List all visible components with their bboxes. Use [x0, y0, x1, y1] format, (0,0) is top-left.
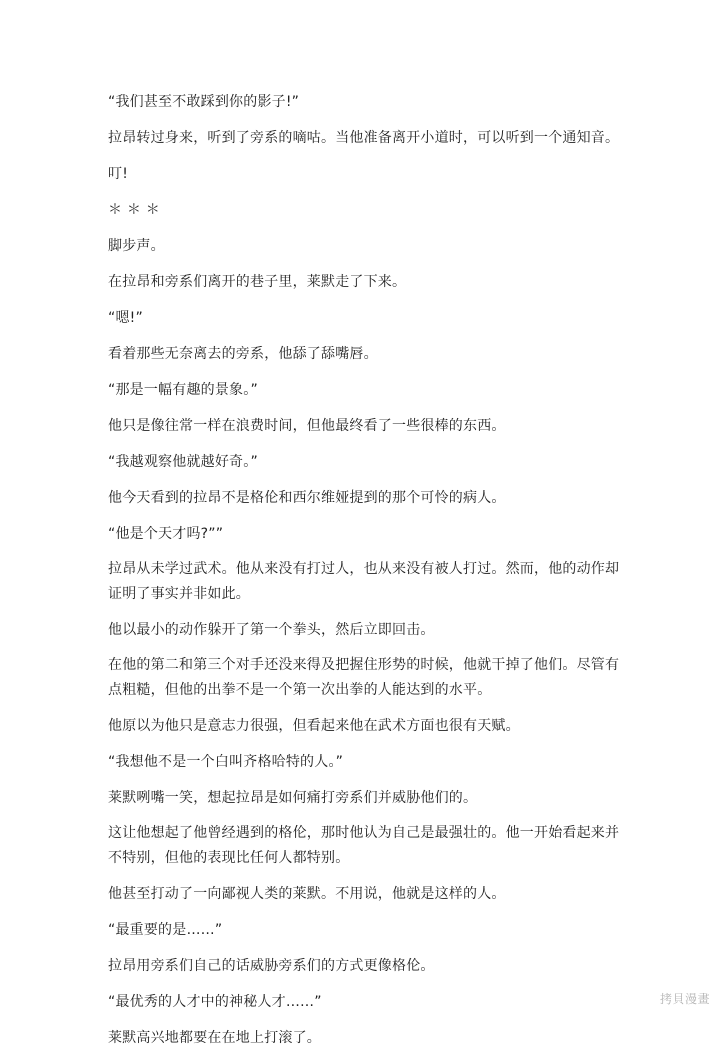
paragraph: 他只是像往常一样在浪费时间，但他最终看了一些很棒的东西。	[108, 418, 506, 434]
paragraph: 拉昂用旁系们自己的话威胁旁系们的方式更像格伦。	[108, 958, 435, 974]
watermark-logo: 拷貝漫畫	[659, 992, 710, 1006]
paragraph: “最优秀的人才中的神秘人才……”	[108, 994, 322, 1010]
section-break: ＊ ＊ ＊	[108, 202, 160, 218]
paragraph: 在他的第二和第三个对手还没来得及把握住形势的时候，他就干掉了他们。尽管有点粗糙，但他的出拳不是一个第一次出拳的人能达到的水平。	[108, 657, 620, 698]
paragraph: “我想他不是一个白叫齐格哈特的人。”	[108, 754, 344, 770]
paragraph: 莱默高兴地都要在在地上打滚了。	[108, 1030, 321, 1046]
paragraph: 拉昂从未学过武术。他从来没有打过人，也从来没有被人打过。然而，他的动作却证明了事实并非如此。	[108, 561, 620, 602]
paragraph: “他是个天才吗?””	[108, 526, 224, 542]
paragraph: 他今天看到的拉昂不是格伦和西尔维娅提到的那个可怜的病人。	[108, 490, 506, 506]
paragraph: 在拉昂和旁系们离开的巷子里，莱默走了下来。	[108, 274, 407, 290]
paragraph: “嗯!”	[108, 310, 143, 326]
paragraph: 看着那些无奈离去的旁系，他舔了舔嘴唇。	[108, 346, 378, 362]
paragraph: 莱默咧嘴一笑，想起拉昂是如何痛打旁系们并威胁他们的。	[108, 790, 478, 806]
paragraph: 他以最小的动作躲开了第一个拳头，然后立即回击。	[108, 622, 435, 638]
paragraph: “我们甚至不敢踩到你的影子!”	[108, 94, 300, 110]
paragraph: 他原以为他只是意志力很强，但看起来他在武术方面也很有天赋。	[108, 718, 520, 734]
paragraph: 他甚至打动了一向鄙视人类的莱默。不用说，他就是这样的人。	[108, 886, 506, 902]
document-body	[108, 89, 628, 1061]
paragraph: 这让他想起了他曾经遇到的格伦，那时他认为自己是最强壮的。他一开始看起来并不特别，但他的表现比任何人都特别。	[108, 825, 620, 866]
paragraph: 叮!	[108, 166, 129, 182]
paragraph: 脚步声。	[108, 238, 165, 254]
paragraph: “那是一幅有趣的景象。”	[108, 382, 258, 398]
paragraph: “我越观察他就越好奇。”	[108, 454, 258, 470]
paragraph: 拉昂转过身来，听到了旁系的嘀咕。当他准备离开小道时，可以听到一个通知音。	[108, 130, 620, 146]
paragraph: “最重要的是……”	[108, 922, 223, 938]
